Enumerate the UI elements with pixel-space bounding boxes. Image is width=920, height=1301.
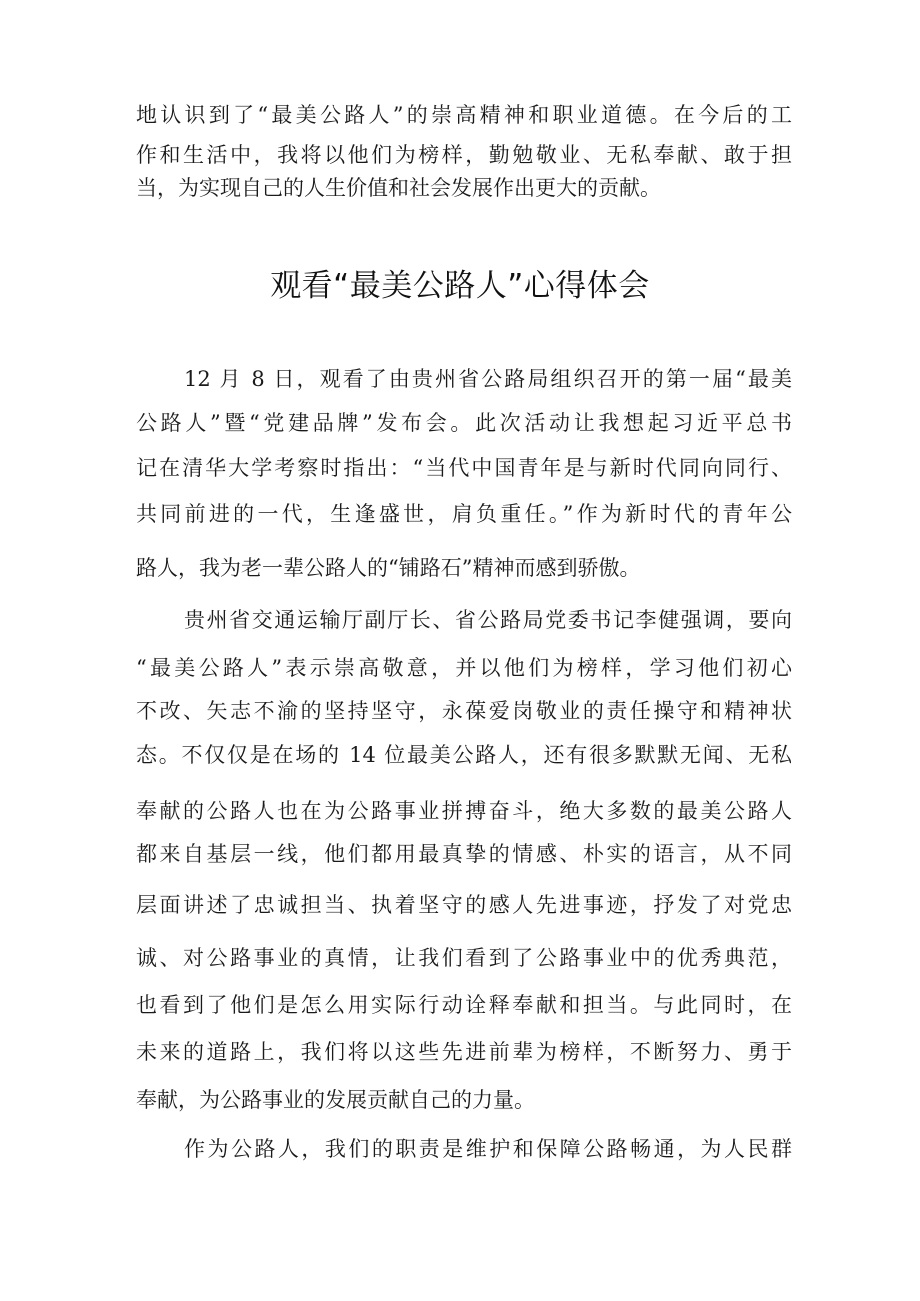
text-line: 路人，我为老一辈公路人的“铺路石”精神而感到骄傲。: [136, 556, 641, 580]
text-line: 当，为实现自己的人生价值和社会发展作出更大的贡献。: [136, 176, 661, 200]
text-line: 作和生活中，我将以他们为榜样，勤勉敬业、无私奉献、敢于担: [136, 143, 792, 167]
text-line: 都来自基层一线，他们都用最真挚的情感、朴实的语言，从不同: [136, 842, 792, 866]
text-line: 12 月 8 日，观看了由贵州省公路局组织召开的第一届“最美: [184, 367, 792, 391]
text-line: 不改、矢志不渝的坚持坚守，永葆爱岗敬业的责任操守和精神状: [136, 699, 792, 723]
text-line: 记在清华大学考察时指出：“当代中国青年是与新时代同向同行、: [136, 456, 792, 480]
text-line: “最美公路人”表示崇高敬意，并以他们为榜样，学习他们初心: [136, 656, 792, 680]
text-line: 奉献的公路人也在为公路事业拼搏奋斗，绝大多数的最美公路人: [136, 799, 792, 823]
text-line: 层面讲述了忠诚担当、执着坚守的感人先进事迹，抒发了对党忠: [136, 893, 792, 917]
text-line: 态。不仅仅是在场的 14 位最美公路人，还有很多默默无闻、无私: [136, 743, 792, 767]
text-line: 也看到了他们是怎么用实际行动诠释奉献和担当。与此同时，在: [136, 993, 792, 1017]
text-line: 作为公路人，我们的职责是维护和保障公路畅通，为人民群: [184, 1137, 792, 1161]
text-line: 地认识到了“最美公路人”的崇高精神和职业道德。在今后的工: [136, 103, 792, 127]
text-line: 诚、对公路事业的真情，让我们看到了公路事业中的优秀典范，: [136, 946, 792, 970]
text-line: 公路人”暨“党建品牌”发布会。此次活动让我想起习近平总书: [136, 411, 792, 435]
document-title: 观看“最美公路人”心得体会: [270, 268, 650, 304]
text-line: 奉献，为公路事业的发展贡献自己的力量。: [136, 1088, 535, 1112]
text-line: 贵州省交通运输厅副厅长、省公路局党委书记李健强调，要向: [184, 608, 792, 632]
text-line: 未来的道路上，我们将以这些先进前辈为榜样，不断努力、勇于: [136, 1040, 792, 1064]
text-line: 共同前进的一代，生逢盛世，肩负重任。”作为新时代的青年公: [136, 502, 792, 526]
